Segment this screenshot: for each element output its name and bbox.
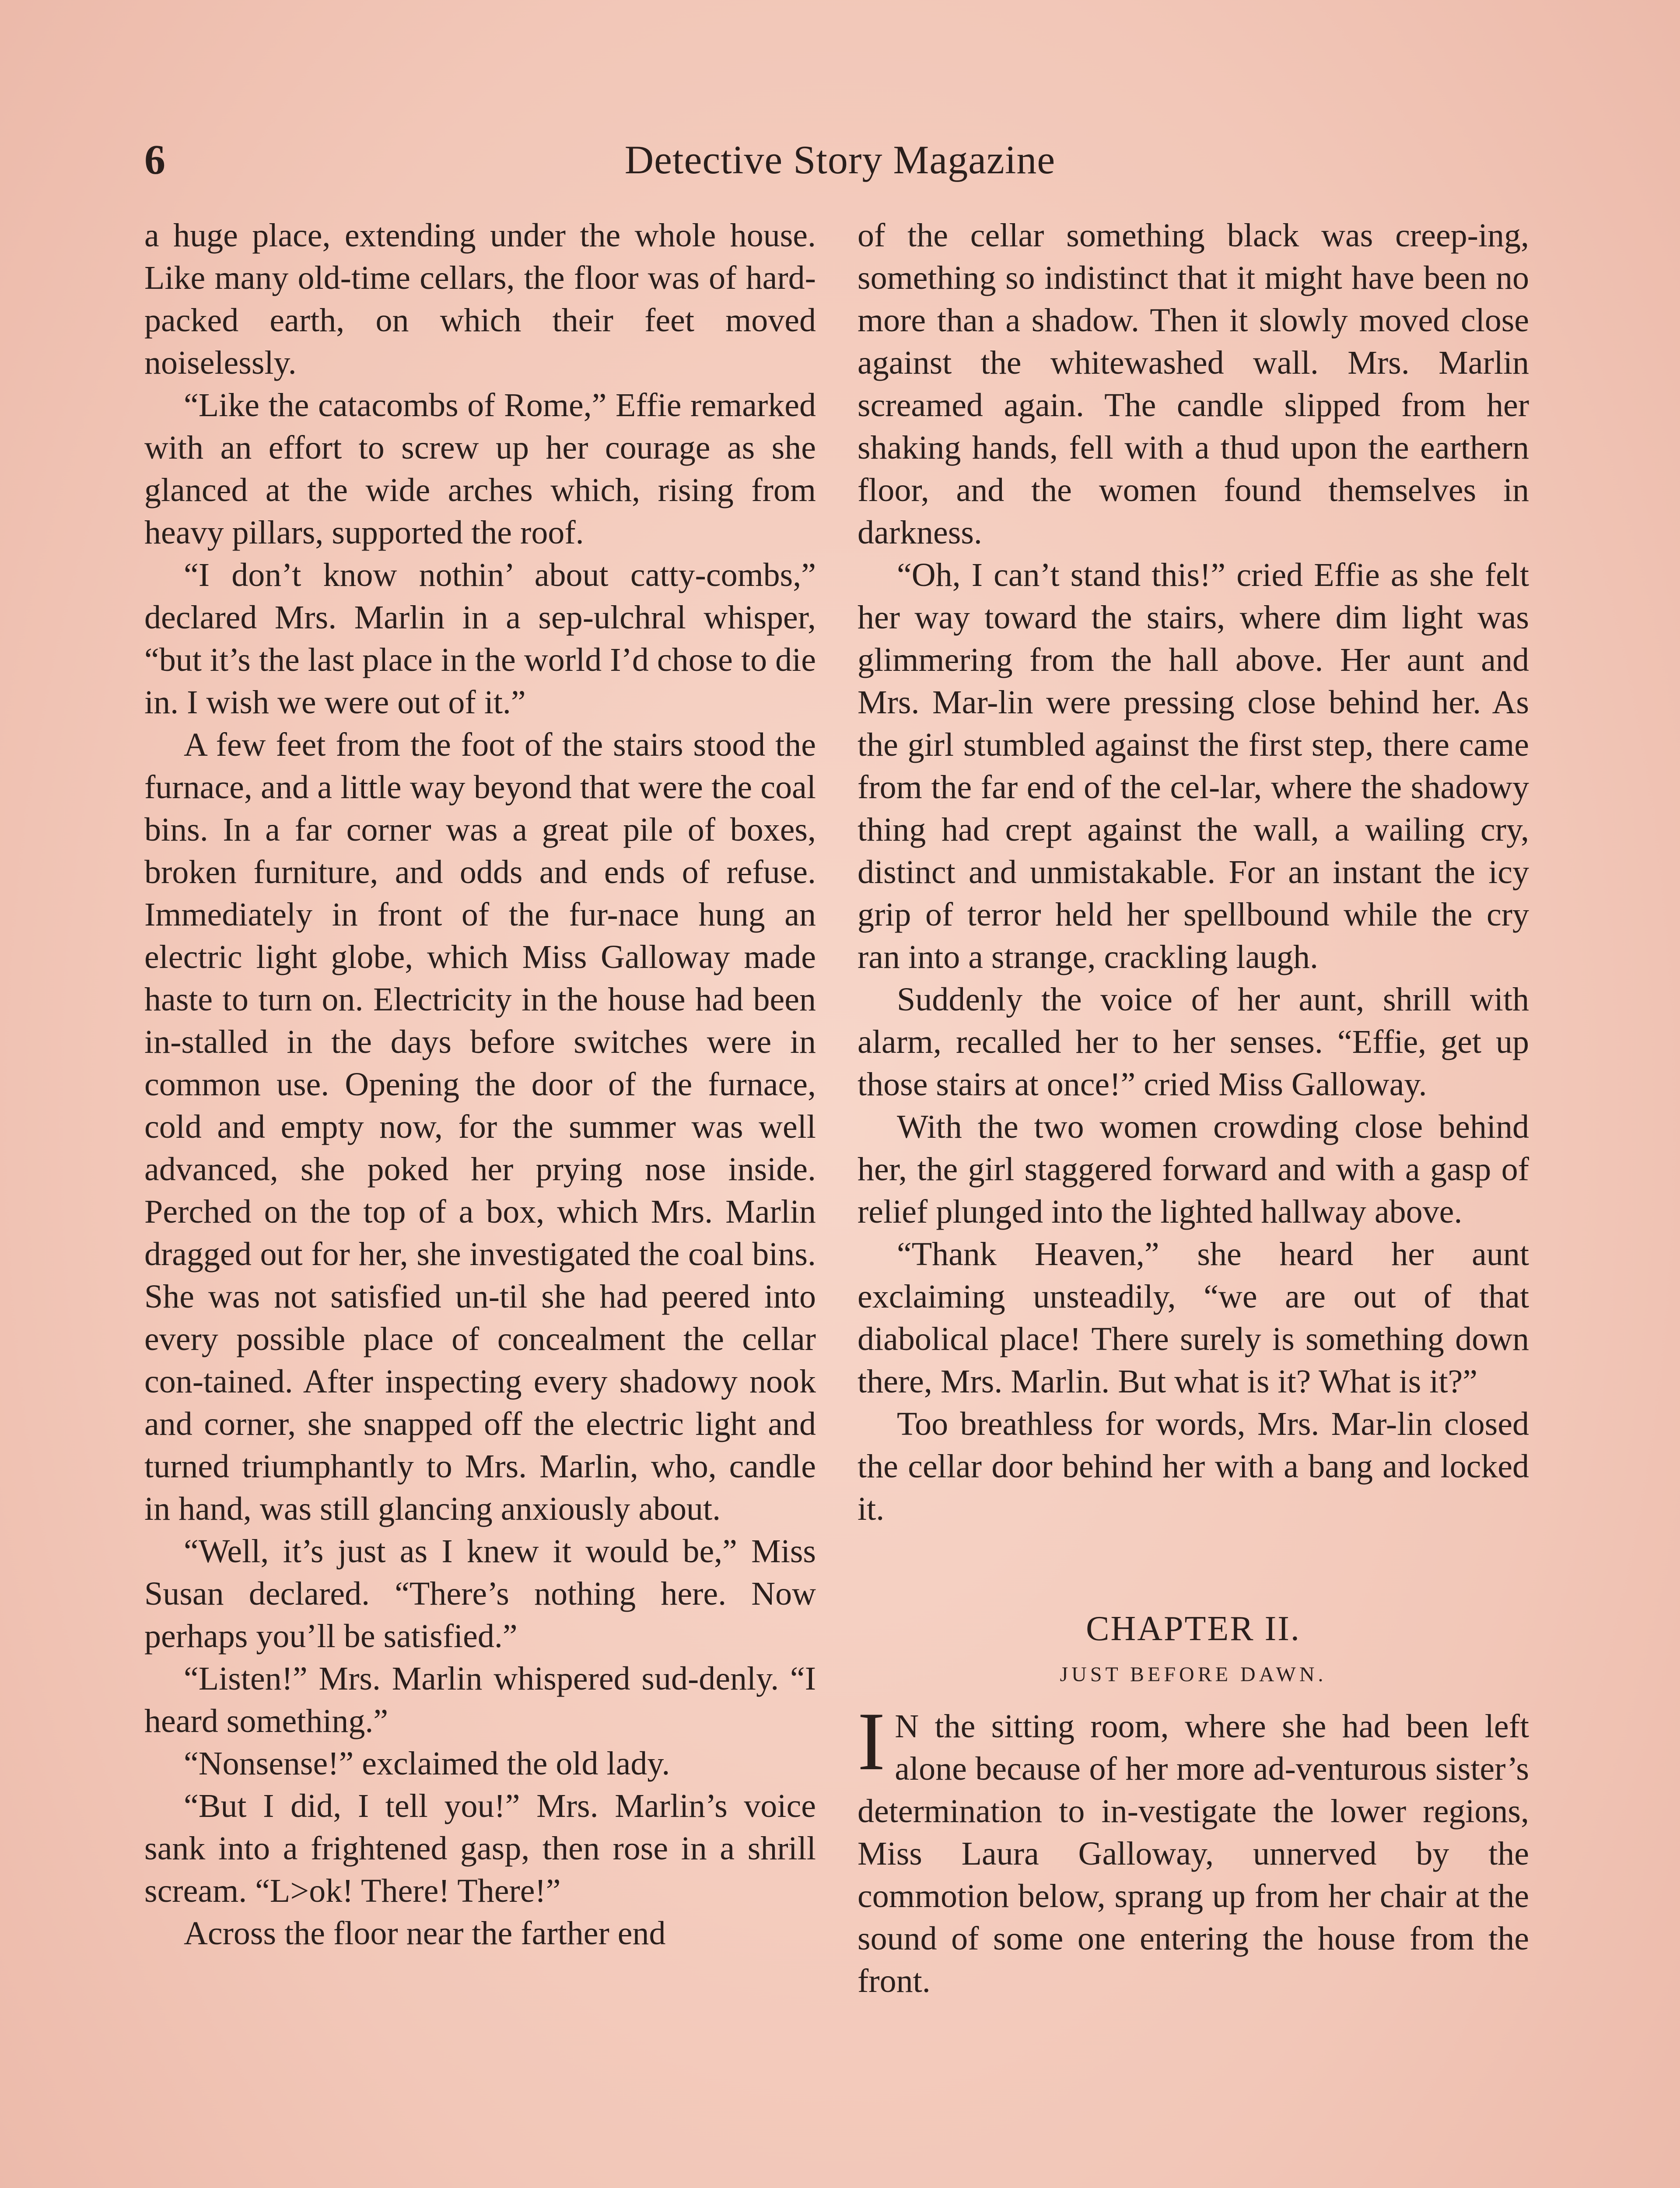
chapter-opening-text: N the sitting room, where she had been left alone because of her more ad-venturous sister’s determination to in-vestigate the lower regions, Miss Laura Galloway, unnerved by the commotion below, sprang up from her chair at the sound of some one entering the house from the front.: [858, 1708, 1529, 1999]
paragraph: Suddenly the voice of her aunt, shrill with alarm, recalled her to her senses. “Effie, get up those stairs at once!” cried Miss Galloway.: [858, 981, 1529, 1103]
chapter-subtitle: JUST BEFORE DAWN.: [1060, 1663, 1327, 1686]
paragraph: “I don’t know nothin’ about catty-combs,” declared Mrs. Marlin in a sep-ulchral whisper, “but it’s the last place in the world I’d chose to die in. I wish we were out of it.”: [144, 557, 816, 721]
paragraph: “Nonsense!” exclaimed the old lady.: [184, 1745, 670, 1782]
paragraph: “Like the catacombs of Rome,” Effie remarked with an effort to screw up her courage as she glanced at the wide arches which, rising from heavy pillars, supported the roof.: [144, 387, 816, 551]
paragraph: of the cellar something black was creep-ing, something so indistinct that it might have been no more than a shadow. Then it slowly moved close against the whitewashed wall. Mrs. Marlin screamed again. The candle slipped from her shaking hands, fell with a thud upon the earthern floor, and the women found themselves in darkness.: [858, 217, 1529, 551]
chapter-heading: [858, 1605, 1529, 1697]
paragraph: Too breathless for words, Mrs. Mar-lin closed the cellar door behind her with a bang and locked it.: [858, 1406, 1529, 1527]
drop-cap: I: [858, 1696, 886, 1788]
paragraph: “Well, it’s just as I knew it would be,” Miss Susan declared. “There’s nothing here. Now perhaps you’ll be satisfied.”: [144, 1533, 816, 1655]
running-head-title: Detective Story Magazine: [624, 137, 1056, 182]
page-number: 6: [144, 136, 165, 183]
paragraph: “But I did, I tell you!” Mrs. Marlin’s voice sank into a frightened gasp, then rose in a shrill scream. “L>ok! There! There!”: [144, 1788, 816, 1909]
paragraph: “Listen!” Mrs. Marlin whispered sud-denly. “I heard something.”: [144, 1660, 816, 1739]
paragraph: a huge place, extending under the whole house. Like many old-time cellars, the floor was of hard-packed earth, on which their feet moved noiselessly.: [144, 217, 816, 381]
chapter-title: CHAPTER II.: [1086, 1609, 1301, 1648]
paragraph: “Oh, I can’t stand this!” cried Effie as she felt her way toward the stairs, where dim light was glimmering from the hall above. Her aunt and Mrs. Mar-lin were pressing close behind her. As the girl stumbled against the first step, there came from the far end of the cel-lar, where the shadowy thing had crept against the wall, a wailing cry, distinct and unmistakable. For an instant the icy grip of terror held her spellbound while the cry ran into a strange, crackling laugh.: [858, 557, 1529, 975]
paragraph: Across the floor near the farther end: [184, 1915, 666, 1952]
paragraph: “Thank Heaven,” she heard her aunt exclaiming unsteadily, “we are out of that diabolical place! There surely is something down there, Mrs. Marlin. But what is it? What is it?”: [858, 1236, 1529, 1400]
paragraph: With the two women crowding close behind her, the girl staggered forward and with a gasp of relief plunged into the lighted hallway above.: [858, 1108, 1529, 1230]
paragraph: A few feet from the foot of the stairs stood the furnace, and a little way beyond that were the coal bins. In a far corner was a great pile of boxes, broken furniture, and odds and ends of refuse. Immediately in front of the fur-nace hung an electric light globe, which Miss Galloway made haste to turn on. Electricity in the house had been in-stalled in the days before switches were in common use. Opening the door of the furnace, cold and empty now, for the summer was well advanced, she poked her prying nose inside. Perched on the top of a box, which Mrs. Marlin dragged out for her, she investigated the coal bins. She was not satisfied un-til she had peered into every possible place of concealment the cellar con-tained. After inspecting every shadowy nook and corner, she snapped off the electric light and turned triumphantly to Mrs. Marlin, who, candle in hand, was still glancing anxiously about.: [144, 726, 816, 1527]
left-column: [144, 214, 816, 1955]
right-column: [858, 214, 1529, 2002]
chapter-opening-paragraph: [858, 1696, 1529, 2002]
page-header: [144, 127, 1536, 193]
